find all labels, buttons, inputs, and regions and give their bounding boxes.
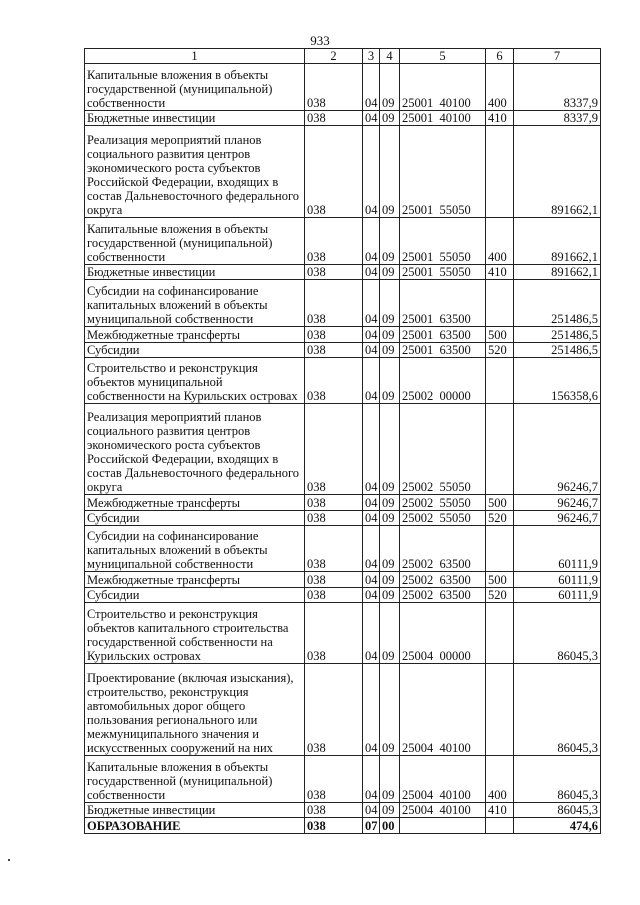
ministry-code-cell: 038 — [305, 126, 363, 218]
section-code-cell: 04 — [363, 280, 380, 327]
expense-type-code-cell: 410 — [486, 265, 514, 280]
section-code-cell: 04 — [363, 588, 380, 603]
target-item-code-cell: 25002 55050 — [400, 404, 486, 495]
row-name-cell: Межбюджетные трансферты — [85, 327, 305, 343]
subsection-code-cell: 09 — [380, 265, 400, 280]
row-name-cell: Межбюджетные трансферты — [85, 495, 305, 511]
section-code-cell: 04 — [363, 511, 380, 526]
expense-type-code-cell: 410 — [486, 111, 514, 126]
amount-cell: 86045,3 — [514, 756, 601, 803]
subsection-code-cell: 09 — [380, 280, 400, 327]
row-name-cell: Субсидии на софинансирование капитальных вложений в объекты муниципальной собственности — [85, 280, 305, 327]
ministry-code-cell: 038 — [305, 818, 363, 834]
expense-type-code-cell: 400 — [486, 64, 514, 111]
amount-cell: 86045,3 — [514, 664, 601, 756]
row-name-cell: Межбюджетные трансферты — [85, 572, 305, 588]
subsection-code-cell: 09 — [380, 756, 400, 803]
table-row — [85, 126, 601, 218]
section-code-cell: 04 — [363, 111, 380, 126]
subsection-code-cell: 09 — [380, 588, 400, 603]
table-row — [85, 526, 601, 572]
table-row — [85, 218, 601, 265]
section-code-cell: 04 — [363, 358, 380, 404]
section-code-cell: 04 — [363, 64, 380, 111]
ministry-code-cell: 038 — [305, 511, 363, 526]
target-item-code-cell: 25002 63500 — [400, 526, 486, 572]
ministry-code-cell: 038 — [305, 526, 363, 572]
expense-type-code-cell: 500 — [486, 572, 514, 588]
amount-cell: 86045,3 — [514, 803, 601, 818]
subsection-code-cell: 09 — [380, 358, 400, 404]
table-row — [85, 818, 601, 834]
section-code-cell: 04 — [363, 756, 380, 803]
subsection-code-cell: 09 — [380, 803, 400, 818]
subsection-code-cell: 09 — [380, 664, 400, 756]
table-row — [85, 327, 601, 343]
ministry-code-cell: 038 — [305, 664, 363, 756]
row-name-cell: Субсидии — [85, 588, 305, 603]
column-header: 1 — [85, 49, 305, 64]
header-row — [85, 49, 601, 64]
ministry-code-cell: 038 — [305, 588, 363, 603]
ministry-code-cell: 038 — [305, 495, 363, 511]
target-item-code-cell: 25001 55050 — [400, 126, 486, 218]
section-code-cell: 04 — [363, 343, 380, 358]
amount-cell: 96246,7 — [514, 495, 601, 511]
amount-cell: 156358,6 — [514, 358, 601, 404]
table-row — [85, 404, 601, 495]
target-item-code-cell: 25001 40100 — [400, 111, 486, 126]
section-code-cell: 07 — [363, 818, 380, 834]
amount-cell: 891662,1 — [514, 218, 601, 265]
target-item-code-cell: 25002 63500 — [400, 572, 486, 588]
row-name-cell: Бюджетные инвестиции — [85, 265, 305, 280]
subsection-code-cell: 00 — [380, 818, 400, 834]
table-row — [85, 358, 601, 404]
subsection-code-cell: 09 — [380, 572, 400, 588]
ministry-code-cell: 038 — [305, 218, 363, 265]
column-header: 7 — [514, 49, 601, 64]
row-name-cell: Строительство и реконструкция объектов капитального строительства государственной собственности на Курильских островах — [85, 603, 305, 664]
section-code-cell: 04 — [363, 404, 380, 495]
target-item-code-cell: 25002 55050 — [400, 495, 486, 511]
table-row — [85, 343, 601, 358]
ministry-code-cell: 038 — [305, 343, 363, 358]
row-name-cell: Капитальные вложения в объекты государственной (муниципальной) собственности — [85, 218, 305, 265]
target-item-code-cell: 25002 63500 — [400, 588, 486, 603]
target-item-code-cell: 25001 63500 — [400, 327, 486, 343]
expense-type-code-cell: 520 — [486, 511, 514, 526]
amount-cell: 86045,3 — [514, 603, 601, 664]
section-code-cell: 04 — [363, 572, 380, 588]
target-item-code-cell: 25004 40100 — [400, 756, 486, 803]
table-row — [85, 280, 601, 327]
amount-cell: 60111,9 — [514, 526, 601, 572]
section-code-cell: 04 — [363, 126, 380, 218]
expense-type-code-cell: 410 — [486, 803, 514, 818]
ministry-code-cell: 038 — [305, 358, 363, 404]
expense-type-code-cell: 400 — [486, 756, 514, 803]
table-row — [85, 603, 601, 664]
ministry-code-cell: 038 — [305, 803, 363, 818]
table-row — [85, 803, 601, 818]
expense-type-code-cell: 520 — [486, 343, 514, 358]
page-number: 933 — [310, 33, 330, 48]
subsection-code-cell: 09 — [380, 327, 400, 343]
amount-cell: 60111,9 — [514, 588, 601, 603]
column-header: 2 — [305, 49, 363, 64]
amount-cell: 251486,5 — [514, 280, 601, 327]
ministry-code-cell: 038 — [305, 111, 363, 126]
subsection-code-cell: 09 — [380, 495, 400, 511]
expense-type-code-cell — [486, 526, 514, 572]
target-item-code-cell — [400, 818, 486, 834]
amount-cell: 891662,1 — [514, 265, 601, 280]
column-header: 6 — [486, 49, 514, 64]
row-name-cell: Субсидии — [85, 511, 305, 526]
expense-type-code-cell — [486, 126, 514, 218]
section-code-cell: 04 — [363, 603, 380, 664]
ministry-code-cell: 038 — [305, 280, 363, 327]
section-code-cell: 04 — [363, 265, 380, 280]
table-row — [85, 511, 601, 526]
ministry-code-cell: 038 — [305, 64, 363, 111]
row-name-cell: Строительство и реконструкция объектов муниципальной собственности на Курильских островах — [85, 358, 305, 404]
table-row — [85, 265, 601, 280]
ministry-code-cell: 038 — [305, 265, 363, 280]
amount-cell: 251486,5 — [514, 343, 601, 358]
target-item-code-cell: 25001 63500 — [400, 280, 486, 327]
table-row — [85, 588, 601, 603]
target-item-code-cell: 25002 00000 — [400, 358, 486, 404]
row-name-cell: Капитальные вложения в объекты государственной (муниципальной) собственности — [85, 64, 305, 111]
table-row — [85, 64, 601, 111]
subsection-code-cell: 09 — [380, 511, 400, 526]
row-name-cell: Капитальные вложения в объекты государственной (муниципальной) собственности — [85, 756, 305, 803]
row-name-cell: Бюджетные инвестиции — [85, 111, 305, 126]
subsection-code-cell: 09 — [380, 603, 400, 664]
expense-type-code-cell: 500 — [486, 495, 514, 511]
ministry-code-cell: 038 — [305, 603, 363, 664]
amount-cell: 251486,5 — [514, 327, 601, 343]
row-name-cell: Субсидии на софинансирование капитальных вложений в объекты муниципальной собственности — [85, 526, 305, 572]
table-body — [85, 64, 601, 834]
column-header: 4 — [380, 49, 400, 64]
row-name-cell: Проектирование (включая изыскания), строительство, реконструкция автомобильных дорог общего пользования регионального или межмуниципального значения и искусственных сооружений на них — [85, 664, 305, 756]
target-item-code-cell: 25004 00000 — [400, 603, 486, 664]
row-name-cell: Реализация мероприятий планов социального развития центров экономического роста субъектов Российской Федерации, входящих в состав Дальневосточного федерального округа — [85, 126, 305, 218]
expense-type-code-cell — [486, 404, 514, 495]
ministry-code-cell: 038 — [305, 572, 363, 588]
subsection-code-cell: 09 — [380, 343, 400, 358]
target-item-code-cell: 25001 55050 — [400, 218, 486, 265]
target-item-code-cell: 25001 40100 — [400, 64, 486, 111]
row-name-cell: Субсидии — [85, 343, 305, 358]
section-code-cell: 04 — [363, 327, 380, 343]
budget-table — [84, 48, 601, 834]
ministry-code-cell: 038 — [305, 327, 363, 343]
section-code-cell: 04 — [363, 495, 380, 511]
ministry-code-cell: 038 — [305, 404, 363, 495]
amount-cell: 8337,9 — [514, 64, 601, 111]
target-item-code-cell: 25002 55050 — [400, 511, 486, 526]
amount-cell: 8337,9 — [514, 111, 601, 126]
target-item-code-cell: 25004 40100 — [400, 803, 486, 818]
scan-speck — [8, 859, 10, 861]
ministry-code-cell: 038 — [305, 756, 363, 803]
section-code-cell: 04 — [363, 218, 380, 265]
row-name-cell: Бюджетные инвестиции — [85, 803, 305, 818]
subsection-code-cell: 09 — [380, 404, 400, 495]
subsection-code-cell: 09 — [380, 526, 400, 572]
amount-cell: 96246,7 — [514, 404, 601, 495]
target-item-code-cell: 25001 55050 — [400, 265, 486, 280]
target-item-code-cell: 25001 63500 — [400, 343, 486, 358]
amount-cell: 96246,7 — [514, 511, 601, 526]
table-row — [85, 664, 601, 756]
expense-type-code-cell: 500 — [486, 327, 514, 343]
subsection-code-cell: 09 — [380, 218, 400, 265]
target-item-code-cell: 25004 40100 — [400, 664, 486, 756]
section-code-cell: 04 — [363, 803, 380, 818]
expense-type-code-cell — [486, 280, 514, 327]
amount-cell: 60111,9 — [514, 572, 601, 588]
row-name-cell: Реализация мероприятий планов социального развития центров экономического роста субъектов Российской Федерации, входящих в состав Дальневосточного федерального округа — [85, 404, 305, 495]
table-row — [85, 111, 601, 126]
expense-type-code-cell — [486, 818, 514, 834]
section-code-cell: 04 — [363, 526, 380, 572]
column-header: 5 — [400, 49, 486, 64]
expense-type-code-cell — [486, 358, 514, 404]
expense-type-code-cell: 400 — [486, 218, 514, 265]
column-header: 3 — [363, 49, 380, 64]
subsection-code-cell: 09 — [380, 126, 400, 218]
table-row — [85, 572, 601, 588]
row-name-cell: ОБРАЗОВАНИЕ — [85, 818, 305, 834]
table-row — [85, 495, 601, 511]
section-code-cell: 04 — [363, 664, 380, 756]
expense-type-code-cell: 520 — [486, 588, 514, 603]
table-row — [85, 756, 601, 803]
amount-cell: 474,6 — [514, 818, 601, 834]
expense-type-code-cell — [486, 664, 514, 756]
subsection-code-cell: 09 — [380, 111, 400, 126]
expense-type-code-cell — [486, 603, 514, 664]
amount-cell: 891662,1 — [514, 126, 601, 218]
subsection-code-cell: 09 — [380, 64, 400, 111]
